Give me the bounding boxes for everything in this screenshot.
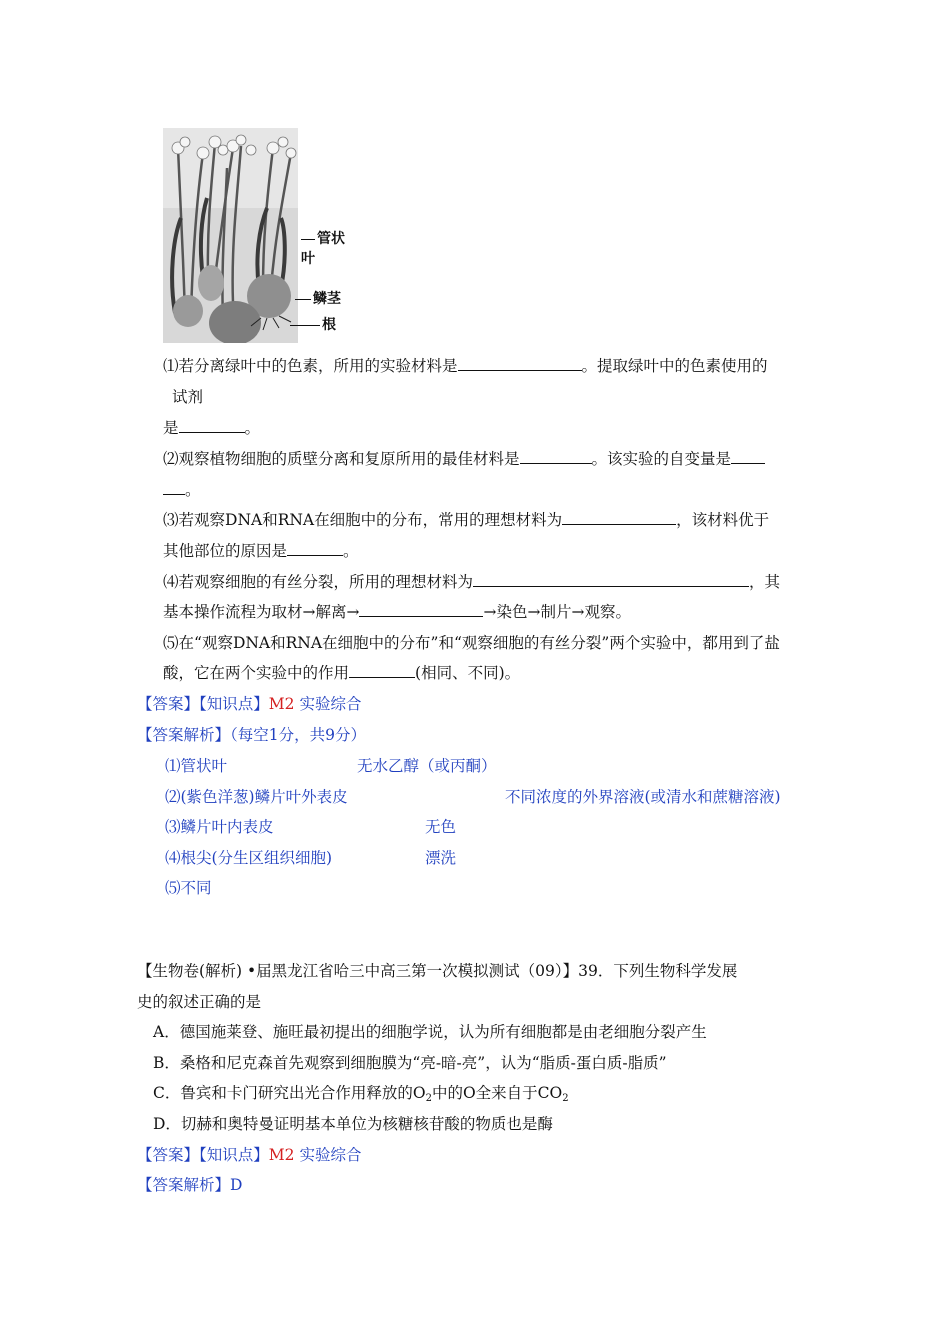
q1-line-7: 其他部位的原因是 。 <box>163 542 359 560</box>
q1-line-10: ⑸在“观察DNA和RNA在细胞中的分布”和“观察细胞的有丝分裂”两个实验中，都用到了盐 <box>163 634 780 652</box>
q2-analysis-line: 【答案解析】D <box>137 1176 243 1194</box>
q1-line-6: ⑶若观察DNA和RNA在细胞中的分布，常用的理想材料为 ，该材料优于 <box>163 511 770 529</box>
q1-answer-4a: ⑷根尖(分生区组织细胞) <box>165 849 333 867</box>
q1-answer-5a: ⑸不同 <box>165 879 212 897</box>
q1-answer-3b: 无色 <box>425 818 457 836</box>
q1-line-8: ⑷若观察细胞的有丝分裂，所用的理想材料为 ，其 <box>163 573 781 591</box>
plant-figure <box>163 128 353 343</box>
q2-option-a: A．德国施莱登、施旺最初提出的细胞学说，认为所有细胞都是由老细胞分裂产生 <box>153 1023 707 1041</box>
q1-answer-2a: ⑵(紫色洋葱)鳞片叶外表皮 <box>165 788 348 806</box>
q1-answer-line: 【答案】【知识点】M2 实验综合 <box>137 695 362 713</box>
narcissus-photo <box>163 128 298 343</box>
q1-line-5: 。 <box>163 479 201 501</box>
q1-analysis-line: 【答案解析】（每空1分，共9分） <box>137 726 366 744</box>
q1-line-2: 试剂 <box>172 388 204 406</box>
q1-answer-1a: ⑴管状叶 <box>165 757 228 775</box>
q2-header-line-2: 史的叙述正确的是 <box>137 993 262 1011</box>
q1-line-3: 是 。 <box>163 419 261 437</box>
q1-answer-2b: 不同浓度的外界溶液(或清水和蔗糖溶液) <box>505 788 781 806</box>
bulb-label: 鳞茎 <box>295 288 341 308</box>
q2-option-c: C．鲁宾和卡门研究出光合作用释放的$O_2$中的O全来自于$CO_2$ <box>153 1084 569 1104</box>
q1-answer-4b: 漂洗 <box>425 849 457 867</box>
q1-line-4: ⑵观察植物细胞的质壁分离和复原所用的最佳材料是 。该实验的自变量是 <box>163 448 765 470</box>
q2-option-b: B．桑格和尼克森首先观察到细胞膜为“亮-暗-亮”，认为“脂质-蛋白质-脂质” <box>153 1054 667 1072</box>
leaf-label: 管状叶 <box>301 231 345 267</box>
q1-line-11: 酸，它在两个实验中的作用 (相同、不同)。 <box>163 664 521 682</box>
q2-header-line-1: 【生物卷(解析) •届黑龙江省哈三中高三第一次模拟测试（09）】39．下列生物科学发展 <box>137 962 738 980</box>
q2-answer-line: 【答案】【知识点】M2 实验综合 <box>137 1146 362 1164</box>
root-label: 根 <box>290 314 336 334</box>
q1-answer-1b: 无水乙醇（或丙酮） <box>357 757 497 775</box>
q1-answer-3a: ⑶鳞片叶内表皮 <box>165 818 274 836</box>
q1-line-1: ⑴若分离绿叶中的色素，所用的实验材料是 。提取绿叶中的色素使用的 <box>163 357 768 375</box>
q1-line-9: 基本操作流程为取材→解离→ →染色→制片→观察。 <box>163 603 631 621</box>
q2-option-d: D．切赫和奥特曼证明基本单位为核糖核苷酸的物质也是酶 <box>153 1115 553 1133</box>
